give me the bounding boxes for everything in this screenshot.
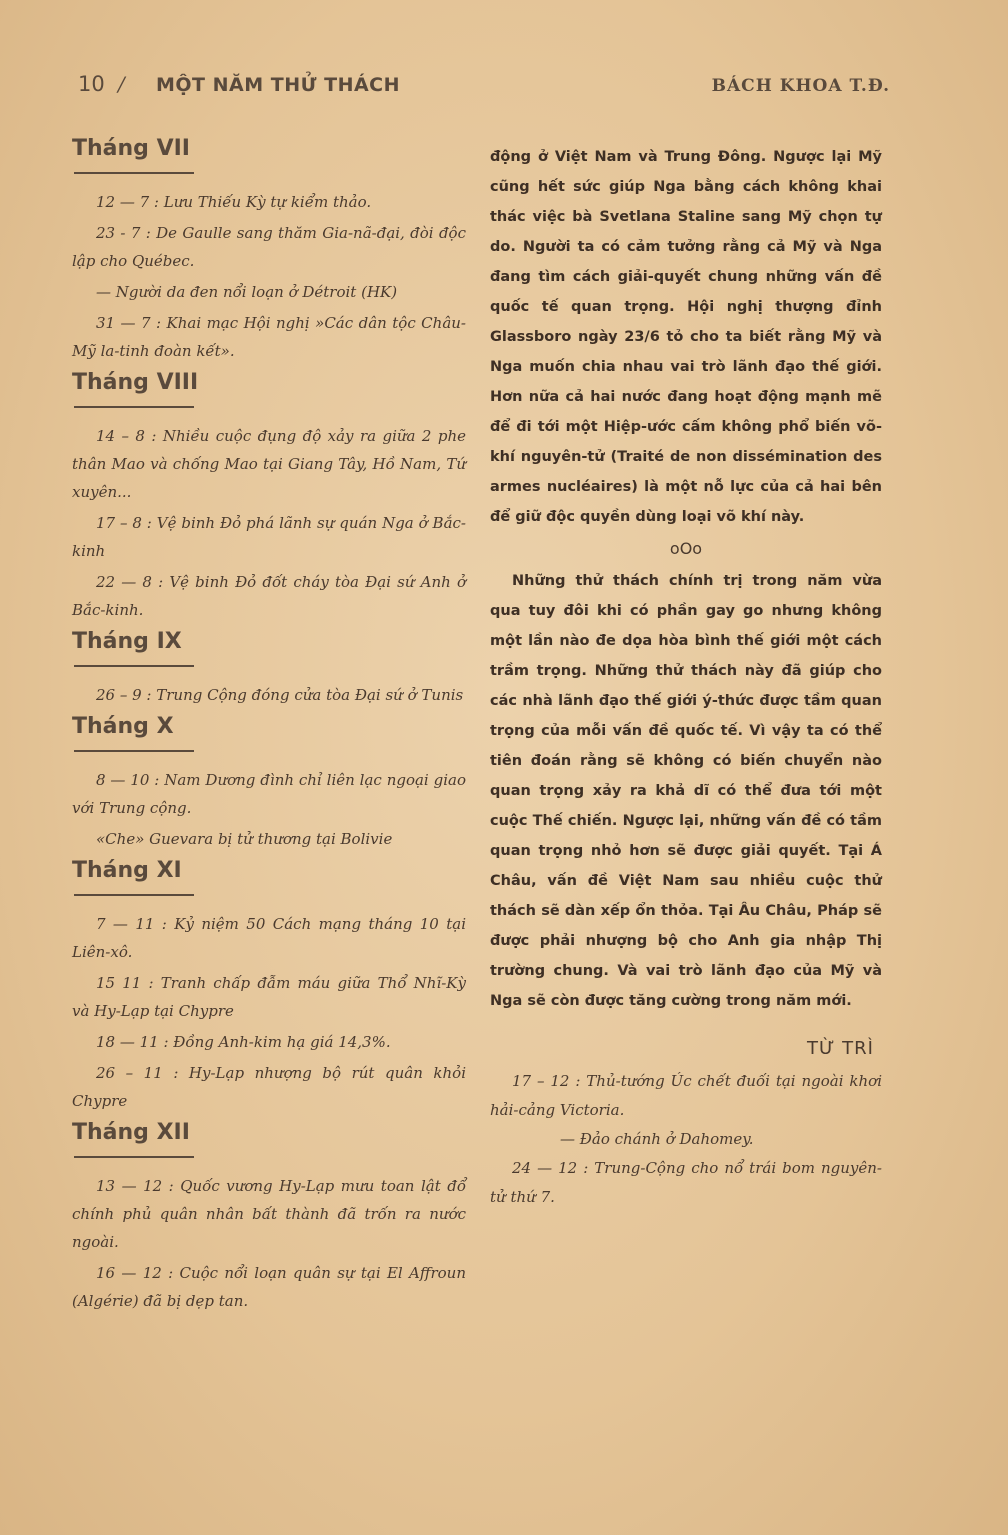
- month-heading: Tháng IX: [72, 629, 182, 654]
- chronology-entry: 26 – 11 : Hy-Lạp nhượng bộ rút quân khỏi Chypre: [72, 1064, 466, 1110]
- header-slash: /: [118, 72, 125, 96]
- month-section: [72, 134, 466, 365]
- month-heading: Tháng VIII: [72, 370, 199, 395]
- chronology-entry: — Đảo chánh ở Dahomey.: [560, 1130, 754, 1148]
- heading-rule: [74, 172, 194, 174]
- chronology-entry: 22 — 8 : Vệ binh Đỏ đốt cháy tòa Đại sứ Anh ở Bắc-kinh.: [72, 573, 466, 619]
- month-section: [72, 627, 466, 709]
- page-header: [78, 72, 890, 106]
- chronology-entry: 13 — 12 : Quốc vương Hy-Lạp mưu toan lật đổ chính phủ quân nhân bất thành đã trốn ra nước ngoài.: [72, 1177, 466, 1251]
- chronology-entry: 17 – 12 : Thủ-tướng Úc chết đuối tại ngoài khơi hải-cảng Victoria.: [490, 1072, 882, 1119]
- month-section: [72, 368, 466, 624]
- chronology-entry: 18 — 11 : Đồng Anh-kim hạ giá 14,3%.: [96, 1033, 391, 1051]
- chronology-entry: «Che» Guevara bị tử thương tại Bolivie: [96, 830, 393, 848]
- month-heading: Tháng VII: [72, 136, 190, 161]
- page-number: 10: [78, 72, 105, 96]
- heading-rule: [74, 665, 194, 667]
- chronology-entry: 23 - 7 : De Gaulle sang thăm Gia-nã-đại, đòi độc lập cho Québec.: [72, 224, 466, 270]
- chronology-entry: 15 11 : Tranh chấp đẫm máu giữa Thổ Nhĩ-Kỳ và Hy-Lạp tại Chypre: [72, 974, 466, 1020]
- month-heading: Tháng XII: [72, 1120, 190, 1145]
- chronology-entry: 17 – 8 : Vệ binh Đỏ phá lãnh sự quán Nga ở Bắc-kinh: [72, 514, 466, 560]
- chronology-entry: 7 — 11 : Kỷ niệm 50 Cách mạng tháng 10 tại Liên-xô.: [72, 915, 466, 961]
- chronology-entry: 26 – 9 : Trung Cộng đóng cửa tòa Đại sứ ở Tunis: [96, 686, 464, 704]
- right-column: [490, 142, 882, 1212]
- chronology-entry: 14 – 8 : Nhiều cuộc đụng độ xảy ra giữa 2 phe thân Mao và chống Mao tại Giang Tây, Hồ Nam, Tứ xuyên...: [72, 427, 466, 501]
- body-paragraph: động ở Việt Nam và Trung Đông. Ngược lại Mỹ cũng hết sức giúp Nga bằng cách không khai thác việc bà Svetlana Staline sang Mỹ chọn tự do. Người ta có cảm tưởng rằng cả Mỹ và Nga đang tìm cách giải-quyết chung những vấn đề quốc tế quan trọng. Hội nghị thượng đỉnh Glassboro ngày 23/6 tỏ cho ta biết rằng Mỹ và Nga muốn chia nhau vai trò lãnh đạo thế giới. Hơn nữa cả hai nước đang hoạt động mạnh mẽ để đi tới một Hiệp-ước cấm không phổ biến võ-khí nguyên-tử (Traité de non dissémination des armes nucléaires) là một nỗ lực của cả hai bên để giữ độc quyền dùng loại võ khí này.: [490, 149, 882, 525]
- section-separator: oOo: [669, 539, 703, 558]
- heading-rule: [74, 750, 194, 752]
- chronology-entry: 12 — 7 : Lưu Thiếu Kỳ tự kiểm thảo.: [96, 193, 372, 211]
- chronology-entry: 24 — 12 : Trung-Cộng cho nổ trái bom nguyên-tử thứ 7.: [490, 1159, 882, 1206]
- chronology-entry: 31 — 7 : Khai mạc Hội nghị »Các dân tộc Châu-Mỹ la-tinh đoàn kết».: [72, 314, 466, 360]
- author-signature: TỪ TRÌ: [807, 1038, 874, 1059]
- heading-rule: [74, 1156, 194, 1158]
- publication-name: BÁCH KHOA T.Đ.: [711, 76, 890, 96]
- month-section: [72, 1118, 466, 1315]
- heading-rule: [74, 894, 194, 896]
- month-heading: Tháng XI: [72, 858, 182, 883]
- body-paragraph: Những thử thách chính trị trong năm vừa qua tuy đôi khi có phần gay go nhưng không một lần nào đe dọa hòa bình thế giới một cách trầm trọng. Những thử thách này đã giúp cho các nhà lãnh đạo thế giới ý-thức được tầm quan trọng của mỗi vấn đề quốc tế. Vì vậy ta có thể tiên đoán rằng sẽ không có biến chuyển nào quan trọng xảy ra khả dĩ có thể đưa tới một cuộc Thế chiến. Ngược lại, những vấn đề có tầm quan trọng nhỏ hơn sẽ được giải quyết. Tại Á Châu, vấn đề Việt Nam sau nhiều cuộc thử thách sẽ dàn xếp ổn thỏa. Tại Âu Châu, Pháp sẽ được phải nhượng bộ cho Anh gia nhập Thị trường chung. Và vai trò lãnh đạo của Mỹ và Nga sẽ còn được tăng cường trong năm mới.: [490, 573, 882, 1009]
- month-heading: Tháng X: [72, 714, 174, 739]
- month-section: [72, 712, 466, 853]
- chronology-entry: 8 — 10 : Nam Dương đình chỉ liên lạc ngoại giao với Trung cộng.: [72, 771, 466, 817]
- chronology-entry: 16 — 12 : Cuộc nổi loạn quân sự tại El Affroun (Algérie) đã bị dẹp tan.: [72, 1264, 466, 1310]
- heading-rule: [74, 406, 194, 408]
- left-column: [72, 134, 466, 1318]
- chronology-entry: — Người da đen nổi loạn ở Détroit (HK): [96, 283, 398, 301]
- article-title: MỘT NĂM THỬ THÁCH: [156, 74, 401, 96]
- month-section: [72, 856, 466, 1115]
